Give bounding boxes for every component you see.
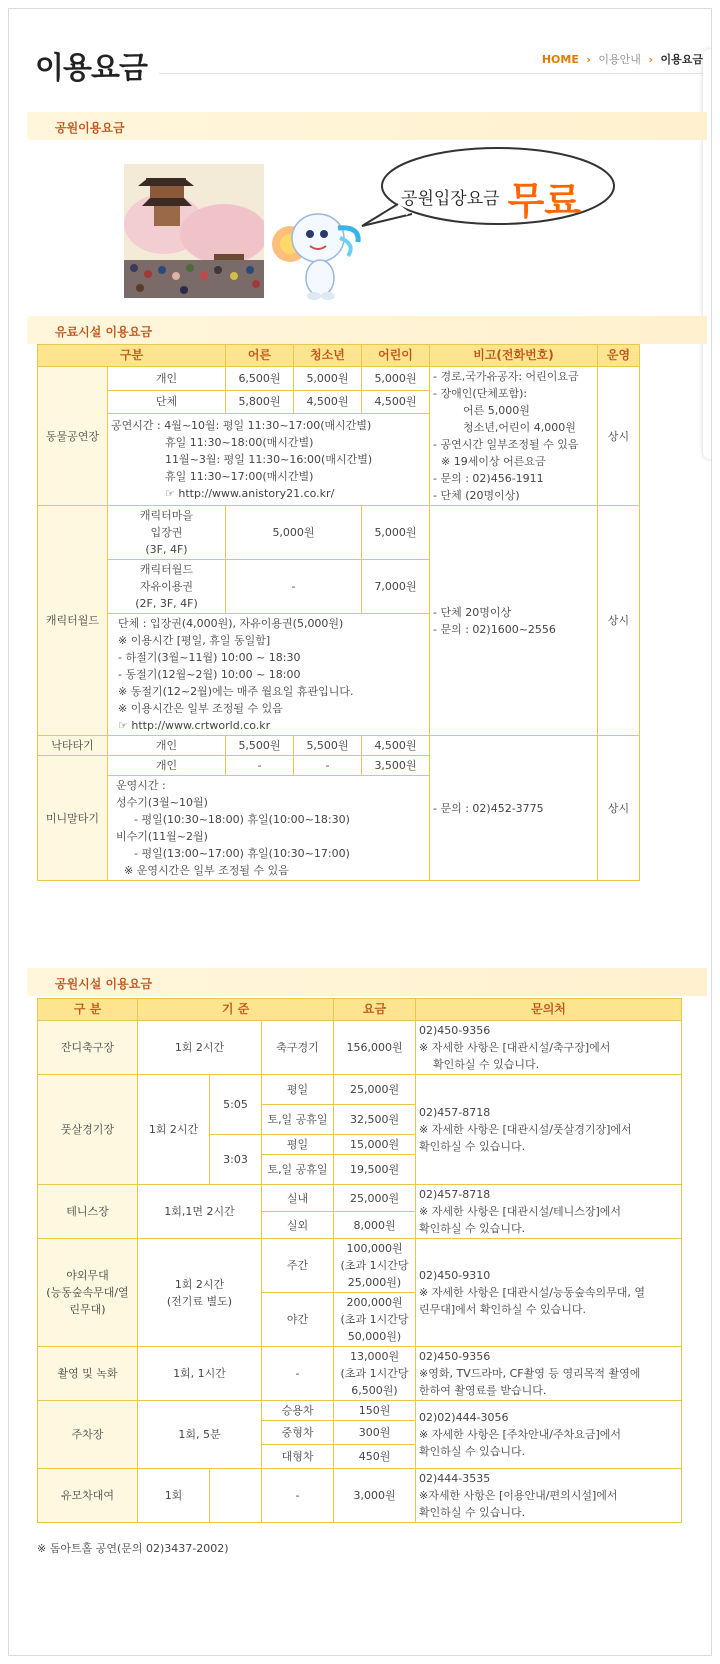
breadcrumb bbox=[542, 51, 703, 67]
contact-line: ※자세한 사항은 [이용안내/편의시설]에서 bbox=[419, 1489, 618, 1502]
contact-line: 확인하실 수 있습니다. bbox=[419, 1222, 526, 1235]
cell: 5,000원 bbox=[362, 367, 430, 391]
cell: 개인 bbox=[108, 736, 226, 756]
contact-line: 확인하실 수 있습니다. bbox=[419, 1140, 526, 1153]
info-line: 단체 : 입장권(4,000원), 자유이용권(5,000원) bbox=[118, 617, 344, 630]
cell-line: (2F, 3F, 4F) bbox=[135, 597, 198, 610]
table-row bbox=[38, 367, 640, 391]
cell bbox=[138, 1239, 262, 1347]
cell: 3:03 bbox=[210, 1135, 262, 1185]
facility-name bbox=[38, 1239, 138, 1347]
table-row bbox=[38, 1347, 682, 1401]
cell: 6,500원 bbox=[226, 367, 294, 391]
cell: 실외 bbox=[262, 1212, 334, 1239]
contact-cell bbox=[416, 1347, 682, 1401]
mascot-illustration bbox=[268, 198, 364, 302]
cell: 야간 bbox=[262, 1293, 334, 1347]
cell: 32,500원 bbox=[334, 1105, 416, 1135]
cell: 8,000원 bbox=[334, 1212, 416, 1239]
facility-name: 유모차대여 bbox=[38, 1469, 138, 1523]
contact-line: 한하여 촬영료를 받습니다. bbox=[419, 1384, 547, 1397]
section-title: 유료시설 이용요금 bbox=[55, 325, 152, 339]
column-header: 비고(전화번호) bbox=[430, 345, 598, 367]
cell: 중형차 bbox=[262, 1421, 334, 1445]
cell: 단체 bbox=[108, 390, 226, 414]
cell-line: 100,000원 bbox=[346, 1242, 403, 1255]
facility-name: 동물공연장 bbox=[38, 367, 108, 506]
info-line: - 평일(10:30~18:00) 휴일(10:00~18:30) bbox=[134, 813, 350, 826]
info-line: ※ 운영시간은 일부 조정될 수 있음 bbox=[124, 864, 289, 877]
facility-name: 주차장 bbox=[38, 1401, 138, 1469]
cell-line: (초과 1시간당 bbox=[340, 1367, 409, 1380]
operation-cell: 상시 bbox=[598, 367, 640, 506]
cell: 7,000원 bbox=[362, 560, 430, 614]
contact-line: ※ 자세한 사항은 [대관시설/축구장]에서 bbox=[419, 1041, 611, 1054]
cell-line: 50,000원) bbox=[347, 1330, 402, 1343]
cell-line: 자유이용권 bbox=[139, 580, 194, 593]
column-header: 기 준 bbox=[138, 999, 334, 1021]
table-header-row bbox=[38, 999, 682, 1021]
cell bbox=[210, 1469, 262, 1523]
cell-line: 캐릭터월드 bbox=[139, 563, 194, 576]
cell: 토,일 공휴일 bbox=[262, 1105, 334, 1135]
contact-cell bbox=[416, 1401, 682, 1469]
cell: - bbox=[294, 756, 362, 776]
cell: 300원 bbox=[334, 1421, 416, 1445]
column-header: 구분 bbox=[38, 345, 226, 367]
table-row bbox=[38, 506, 640, 560]
facility-name: 촬영 및 녹화 bbox=[38, 1347, 138, 1401]
contact-line: 02)444-3535 bbox=[419, 1472, 491, 1485]
table-row bbox=[38, 1401, 682, 1421]
cell bbox=[334, 1293, 416, 1347]
cell-line: 200,000원 bbox=[346, 1296, 403, 1309]
info-line: - 평일(13:00~17:00) 휴일(10:30~17:00) bbox=[134, 847, 350, 860]
cell: - bbox=[226, 560, 362, 614]
free-label: 무료 bbox=[507, 179, 581, 223]
contact-cell bbox=[416, 1239, 682, 1347]
cell: 1회 2시간 bbox=[138, 1021, 262, 1075]
cell-line: 캐릭터마을 bbox=[139, 509, 194, 522]
cell-line: 13,000원 bbox=[349, 1350, 400, 1363]
info-line: 휴일 11:30~18:00(매시간별) bbox=[165, 436, 314, 449]
free-admission-text bbox=[372, 170, 610, 225]
cell: 5,000원 bbox=[362, 506, 430, 560]
remark-line: - 경로,국가유공자: 어린이요금 bbox=[433, 370, 579, 383]
contact-line: 02)457-8718 bbox=[419, 1188, 491, 1201]
remark-line: - 장애인(단체포함): bbox=[433, 387, 528, 400]
section-header-park-facilities bbox=[27, 968, 707, 996]
info-line: ※ 이용시간은 일부 조정될 수 있음 bbox=[118, 702, 283, 715]
cell: 5,500원 bbox=[226, 736, 294, 756]
info-line: 휴일 11:30~17:00(매시간별) bbox=[165, 470, 314, 483]
cell: - bbox=[262, 1469, 334, 1523]
hours-cell bbox=[108, 414, 430, 506]
cell: 1회, 5분 bbox=[138, 1401, 262, 1469]
info-line: - 하절기(3월~11월) 10:00 ~ 18:30 bbox=[118, 651, 301, 664]
remarks-cell: - 문의 : 02)452-3775 bbox=[430, 736, 598, 881]
cell: 4,500원 bbox=[294, 390, 362, 414]
cell: 4,500원 bbox=[362, 736, 430, 756]
cell: 5,800원 bbox=[226, 390, 294, 414]
table-row bbox=[38, 1239, 682, 1293]
info-cell bbox=[108, 614, 430, 736]
footnote: ※ 돔아트홀 공연(문의 02)3437-2002) bbox=[37, 1542, 229, 1555]
page-title: 이용요금 bbox=[35, 51, 147, 86]
contact-line: 02)450-9356 bbox=[419, 1024, 491, 1037]
cell-line: 입장권 bbox=[150, 526, 183, 539]
title-divider bbox=[159, 73, 709, 74]
cell: 1회 bbox=[138, 1469, 210, 1523]
section-header-park-fee bbox=[27, 112, 707, 140]
facility-name: 테니스장 bbox=[38, 1185, 138, 1239]
cell-line: (전기료 별도) bbox=[166, 1294, 233, 1308]
cell: 150원 bbox=[334, 1401, 416, 1421]
contact-line: 확인하실 수 있습니다. bbox=[419, 1445, 526, 1458]
cell: 대형차 bbox=[262, 1445, 334, 1469]
remark-line: - 공연시간 일부조정될 수 있음 bbox=[433, 438, 579, 451]
cell: 25,000원 bbox=[334, 1185, 416, 1212]
table-row bbox=[38, 1021, 682, 1075]
cell-line: (능동숲속무대/열 bbox=[46, 1286, 129, 1299]
contact-cell bbox=[416, 1185, 682, 1239]
contact-line: ※ 자세한 사항은 [대관시설/테니스장]에서 bbox=[419, 1205, 622, 1218]
contact-line: 02)02)444-3056 bbox=[419, 1411, 509, 1424]
column-header: 요금 bbox=[334, 999, 416, 1021]
paid-facility-table bbox=[37, 344, 640, 881]
info-line: 운영시간 : bbox=[116, 779, 166, 792]
cell: 5:05 bbox=[210, 1075, 262, 1135]
table-row bbox=[38, 736, 640, 756]
cell bbox=[108, 506, 226, 560]
contact-line: ※영화, TV드라마, CF촬영 등 영리목적 촬영에 bbox=[419, 1367, 641, 1380]
column-header: 어른 bbox=[226, 345, 294, 367]
section-title: 공원시설 이용요금 bbox=[55, 977, 152, 991]
cell: - bbox=[262, 1347, 334, 1401]
contact-line: ※ 자세한 사항은 [대관시설/풋살경기장]에서 bbox=[419, 1123, 632, 1136]
cell-line: 25,000원) bbox=[347, 1276, 402, 1289]
cell-line: (초과 1시간당 bbox=[340, 1259, 409, 1272]
cell: 5,500원 bbox=[294, 736, 362, 756]
cell: 평일 bbox=[262, 1075, 334, 1105]
cell: 19,500원 bbox=[334, 1155, 416, 1185]
scroll-widget bbox=[703, 49, 712, 459]
cell: 평일 bbox=[262, 1135, 334, 1155]
cell: 1회 2시간 bbox=[138, 1075, 210, 1185]
breadcrumb-usage-guide[interactable]: 이용안내 bbox=[598, 53, 641, 66]
cell-line: 야외무대 bbox=[66, 1269, 109, 1282]
facility-name: 풋살경기장 bbox=[38, 1075, 138, 1185]
table-row bbox=[38, 1469, 682, 1523]
cell: 1회, 1시간 bbox=[138, 1347, 262, 1401]
section-title: 공원이용요금 bbox=[55, 121, 125, 135]
info-cell bbox=[108, 776, 430, 881]
chevron-right-icon: › bbox=[586, 53, 591, 66]
chevron-right-icon: › bbox=[648, 53, 653, 66]
breadcrumb-home[interactable]: HOME bbox=[541, 53, 579, 66]
cell: 실내 bbox=[262, 1185, 334, 1212]
contact-line: ※ 자세한 사항은 [주차안내/주차요금]에서 bbox=[419, 1428, 622, 1441]
contact-line: 확인하실 수 있습니다. bbox=[419, 1506, 526, 1519]
cell-line: 린무대) bbox=[69, 1303, 106, 1316]
cell: 450원 bbox=[334, 1445, 416, 1469]
remark-line: - 단체 (20명이상) bbox=[433, 489, 520, 502]
cell: 토,일 공휴일 bbox=[262, 1155, 334, 1185]
cell: 1회,1면 2시간 bbox=[138, 1185, 262, 1239]
cell: 승용차 bbox=[262, 1401, 334, 1421]
cell: 개인 bbox=[108, 756, 226, 776]
cell: 3,000원 bbox=[334, 1469, 416, 1523]
column-header: 운영 bbox=[598, 345, 640, 367]
info-line: ※ 동절기(12~2월)에는 매주 월요일 휴관입니다. bbox=[118, 685, 354, 698]
contact-cell bbox=[416, 1469, 682, 1523]
contact-line: 확인하실 수 있습니다. bbox=[433, 1058, 540, 1071]
cell: 축구경기 bbox=[262, 1021, 334, 1075]
facility-name: 캐릭터월드 bbox=[38, 506, 108, 736]
section-header-paid-facilities bbox=[27, 316, 707, 344]
contact-cell bbox=[416, 1021, 682, 1075]
website-link[interactable]: ☞ http://www.anistory21.co.kr/ bbox=[165, 487, 335, 500]
facility-name: 낙타타기 bbox=[38, 736, 108, 756]
info-line: - 동절기(12월~2월) 10:00 ~ 18:00 bbox=[118, 668, 301, 681]
info-line: ※ 이용시간 [평일, 휴일 동일함] bbox=[118, 634, 271, 647]
cell: 4,500원 bbox=[362, 390, 430, 414]
cell: 25,000원 bbox=[334, 1075, 416, 1105]
cell: 156,000원 bbox=[334, 1021, 416, 1075]
remark-line: - 단체 20명이상 bbox=[433, 605, 512, 619]
remarks-cell bbox=[430, 367, 598, 506]
park-facility-table bbox=[37, 998, 682, 1523]
remark-line: - 문의 : 02)1600~2556 bbox=[433, 622, 556, 636]
contact-line: 02)450-9310 bbox=[419, 1269, 491, 1282]
park-photo bbox=[124, 164, 264, 298]
cell-line: 1회 2시간 bbox=[174, 1277, 225, 1291]
cell-line: (초과 1시간당 bbox=[340, 1313, 409, 1326]
cell bbox=[334, 1239, 416, 1293]
table-row bbox=[38, 1075, 682, 1105]
cell: 15,000원 bbox=[334, 1135, 416, 1155]
cell: 3,500원 bbox=[362, 756, 430, 776]
column-header: 청소년 bbox=[294, 345, 362, 367]
remark-line: 청소년,어린이 4,000원 bbox=[463, 421, 576, 434]
cell bbox=[334, 1347, 416, 1401]
contact-line: 02)450-9356 bbox=[419, 1350, 491, 1363]
info-line: 비수기(11월~2월) bbox=[116, 830, 208, 843]
contact-line: 린무대]에서 확인하실 수 있습니다. bbox=[419, 1303, 587, 1316]
cell: - bbox=[226, 756, 294, 776]
info-line: 11월~3월: 평일 11:30~16:00(매시간별) bbox=[165, 453, 373, 466]
info-line: 공연시간 : 4월~10월: 평일 11:30~17:00(매시간별) bbox=[111, 419, 372, 432]
facility-name: 미니말타기 bbox=[38, 756, 108, 881]
remarks-cell bbox=[430, 506, 598, 736]
cell-line: 6,500원) bbox=[351, 1384, 398, 1397]
column-header: 문의처 bbox=[416, 999, 682, 1021]
info-line: 성수기(3월~10월) bbox=[116, 796, 208, 809]
operation-cell: 상시 bbox=[598, 736, 640, 881]
remark-line: 어른 5,000원 bbox=[463, 404, 530, 417]
table-header-row bbox=[38, 345, 640, 367]
remark-line: ※ 19세이상 어른요금 bbox=[441, 455, 546, 468]
cell: 개인 bbox=[108, 367, 226, 391]
breadcrumb-current: 이용요금 bbox=[660, 53, 703, 66]
contact-line: 02)457-8718 bbox=[419, 1106, 491, 1119]
column-header: 구 분 bbox=[38, 999, 138, 1021]
cell: 주간 bbox=[262, 1239, 334, 1293]
cell: 5,000원 bbox=[226, 506, 362, 560]
contact-line: ※ 자세한 사항은 [대관시설/능동숲속의무대, 열 bbox=[419, 1286, 645, 1299]
column-header: 어린이 bbox=[362, 345, 430, 367]
contact-cell bbox=[416, 1075, 682, 1185]
table-row bbox=[38, 1185, 682, 1212]
operation-cell: 상시 bbox=[598, 506, 640, 736]
admission-label: 공원입장요금 bbox=[401, 189, 500, 209]
website-link[interactable]: ☞ http://www.crtworld.co.kr bbox=[118, 719, 271, 732]
cell-line: (3F, 4F) bbox=[145, 543, 188, 556]
cell bbox=[108, 560, 226, 614]
cell: 5,000원 bbox=[294, 367, 362, 391]
remark-line: - 문의 : 02)456-1911 bbox=[433, 472, 544, 485]
facility-name: 잔디축구장 bbox=[38, 1021, 138, 1075]
